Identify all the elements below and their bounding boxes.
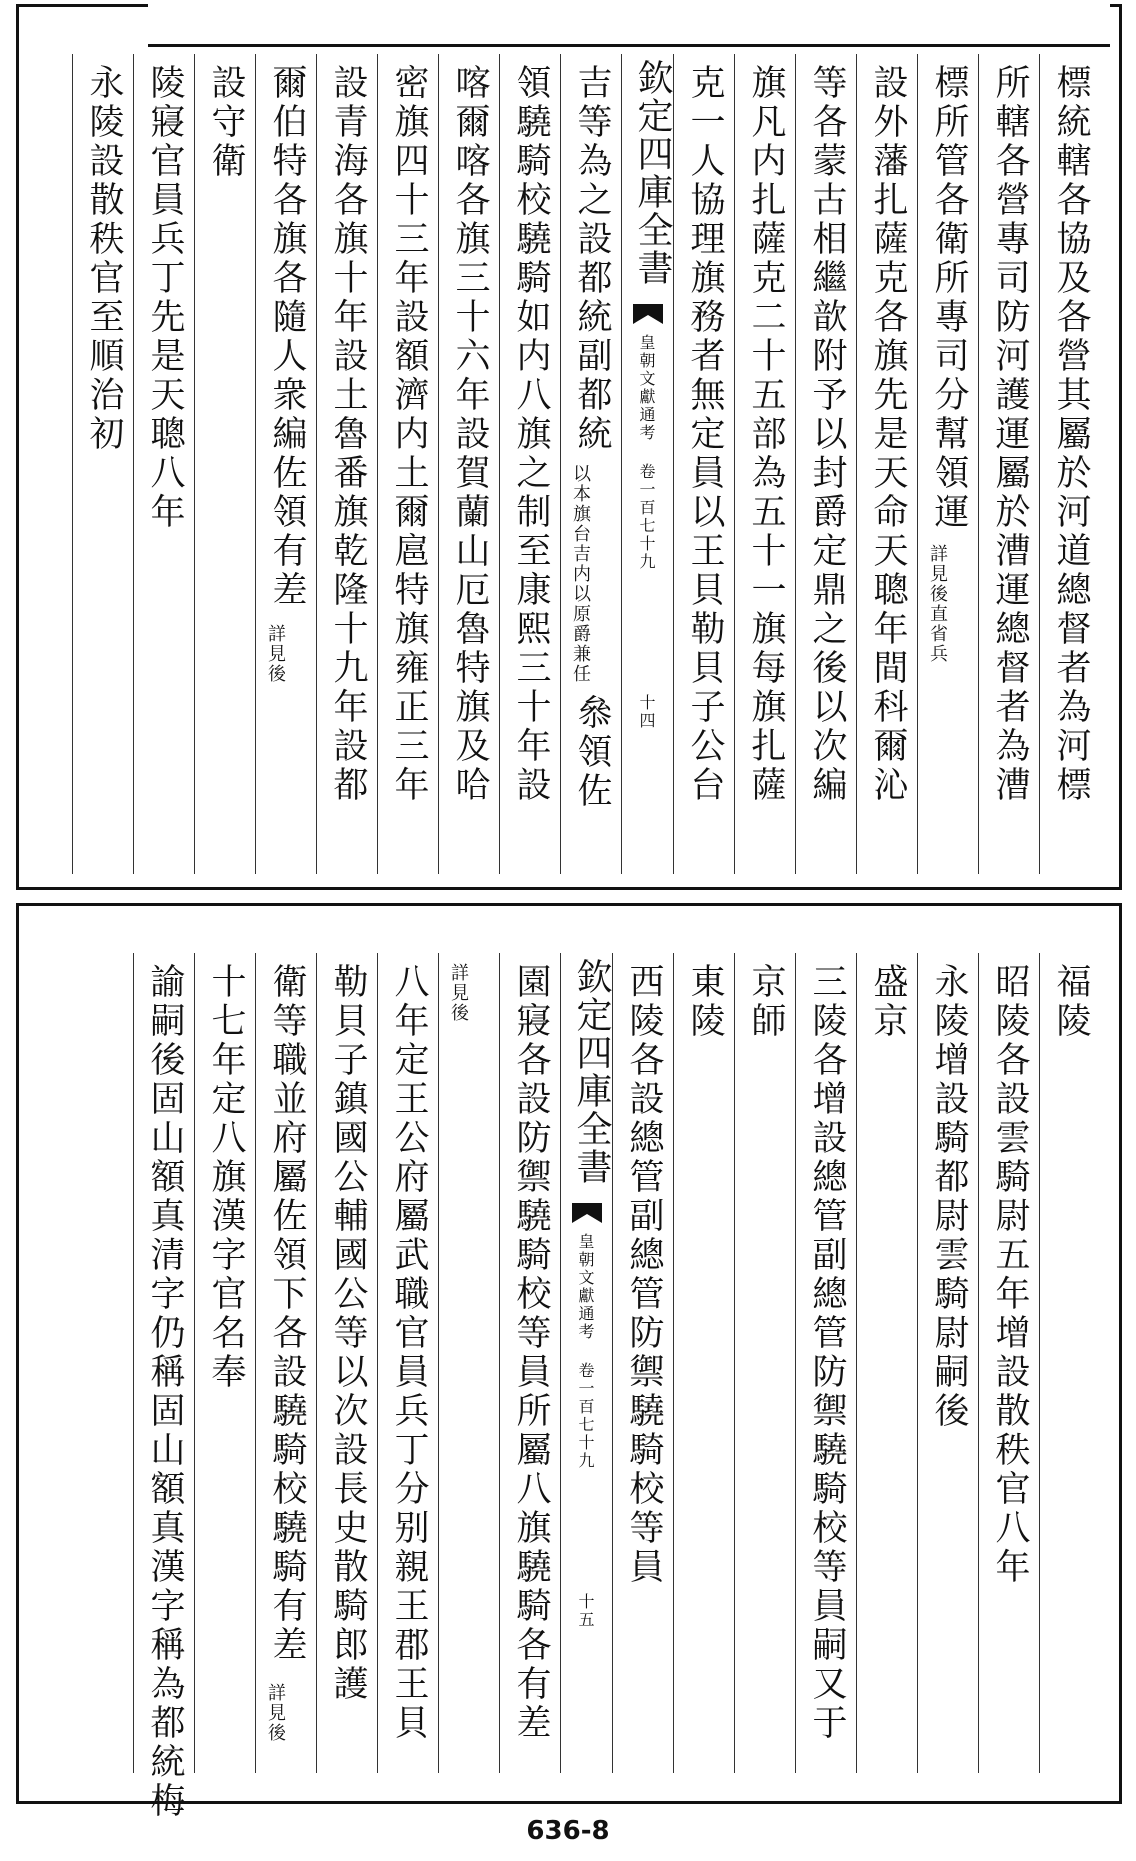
text-column: 八年定王公府屬武職官員兵丁分别親王郡王貝 xyxy=(389,963,429,1743)
column-rule xyxy=(438,953,439,1773)
column-rule xyxy=(917,54,918,874)
text-column: 設青海各旗十年設土魯番旗乾隆十九年設都 xyxy=(328,64,368,805)
text-column: 諭嗣後固山額真清字仍稱固山額真漢字稱為都統梅 xyxy=(145,963,185,1821)
column-rule xyxy=(438,54,439,874)
column-rule xyxy=(795,953,796,1773)
text-column: 吉等為之設都統副都統 xyxy=(572,64,612,454)
column-rule xyxy=(734,54,735,874)
column-rule xyxy=(194,953,195,1773)
text-column: 京師 xyxy=(746,963,786,1041)
column-rule xyxy=(499,953,500,1773)
text-column: 所轄各營專司防河護運屬於漕運總督者為漕 xyxy=(990,64,1030,805)
margin-page-number: 十五 xyxy=(576,1593,595,1629)
text-column: 標統轄各協及各營其屬於河道總督者為河標 xyxy=(1051,64,1091,805)
text-column: 東陵 xyxy=(685,963,725,1041)
interlinear-note: 詳見後 xyxy=(265,624,286,684)
text-column: 勒貝子鎮國公輔國公等以次設長史散騎郎護 xyxy=(328,963,368,1704)
column-rule xyxy=(560,54,561,874)
column-rule xyxy=(856,953,857,1773)
interlinear-note: 以本旗台吉内以原爵兼任 xyxy=(570,464,591,684)
margin-book-title: 皇朝文獻通考 卷一百七十九 xyxy=(576,1233,595,1470)
column-rule xyxy=(133,54,134,874)
text-column: 喀爾喀各旗三十六年設賀蘭山厄魯特旗及哈 xyxy=(450,64,490,805)
column-rule xyxy=(255,54,256,874)
top-block-step-border xyxy=(148,4,1110,47)
column-rule xyxy=(377,953,378,1773)
text-column: 領驍騎校驍騎如内八旗之制至康熙三十年設 xyxy=(511,64,551,805)
column-rule xyxy=(978,54,979,874)
text-column: 密旗四十三年設額濟内土爾扈特旗雍正三年 xyxy=(389,64,429,805)
text-column: 永陵設散秩官至順治初 xyxy=(84,64,124,454)
text-column: 福陵 xyxy=(1051,963,1091,1041)
text-column: 爾伯特各旗各隨人衆編佐領有差 xyxy=(267,64,307,610)
column-rule xyxy=(316,953,317,1773)
column-rule xyxy=(72,54,73,874)
column-rule xyxy=(377,54,378,874)
text-column: 設外藩扎薩克各旗先是天命天聰年間科爾沁 xyxy=(868,64,908,805)
column-rule xyxy=(673,953,674,1773)
text-column: 園寢各設防禦驍騎校等員所屬八旗驍騎各有差 xyxy=(511,963,551,1743)
margin-title: 欽定四庫全書 xyxy=(571,958,612,1186)
text-column: 設守衛 xyxy=(206,64,246,181)
column-rule xyxy=(255,953,256,1773)
text-column: 衛等職並府屬佐領下各設驍騎校驍騎有差 xyxy=(267,963,307,1665)
text-column: 標所管各衛所專司分幫領運 xyxy=(929,64,969,532)
text-column-tail: 叅領佐 xyxy=(572,694,612,811)
column-rule xyxy=(734,953,735,1773)
interlinear-note: 詳見後 xyxy=(448,963,469,1023)
text-column: 陵寢官員兵丁先是天聰八年 xyxy=(145,64,185,532)
column-rule xyxy=(917,953,918,1773)
column-rule xyxy=(795,54,796,874)
text-column: 旗凡内扎薩克二十五部為五十一旗每旗扎薩 xyxy=(746,64,786,805)
page-footer-number: 636-8 xyxy=(526,1816,610,1846)
column-rule xyxy=(194,54,195,874)
margin-rule xyxy=(560,953,561,1773)
text-column: 西陵各設總管副總管防禦驍騎校等員 xyxy=(624,963,664,1587)
text-column: 等各蒙古相繼歆附予以封爵定鼎之後以次編 xyxy=(807,64,847,805)
interlinear-note: 詳見後直省兵 xyxy=(927,544,948,664)
column-rule xyxy=(978,953,979,1773)
column-rule xyxy=(499,54,500,874)
margin-page-number: 十四 xyxy=(637,694,656,730)
text-column: 昭陵各設雲騎尉五年增設散秩官八年 xyxy=(990,963,1030,1587)
column-rule xyxy=(856,54,857,874)
column-rule xyxy=(1039,54,1040,874)
interlinear-note: 詳見後 xyxy=(265,1683,286,1743)
margin-book-title: 皇朝文獻通考 卷一百七十九 xyxy=(637,334,656,571)
column-rule xyxy=(316,54,317,874)
text-column: 克一人協理旗務者無定員以王貝勒貝子公台 xyxy=(685,64,725,805)
margin-title: 欽定四庫全書 xyxy=(632,59,673,287)
column-rule xyxy=(1039,953,1040,1773)
text-column: 十七年定八旗漢字官名奉 xyxy=(206,963,246,1392)
margin-rule xyxy=(621,54,622,874)
column-rule xyxy=(133,953,134,1773)
text-column: 永陵增設騎都尉雲騎尉嗣後 xyxy=(929,963,969,1431)
text-column: 盛京 xyxy=(868,963,908,1041)
text-column: 三陵各增設總管副總管防禦驍騎校等員嗣又于 xyxy=(807,963,847,1743)
